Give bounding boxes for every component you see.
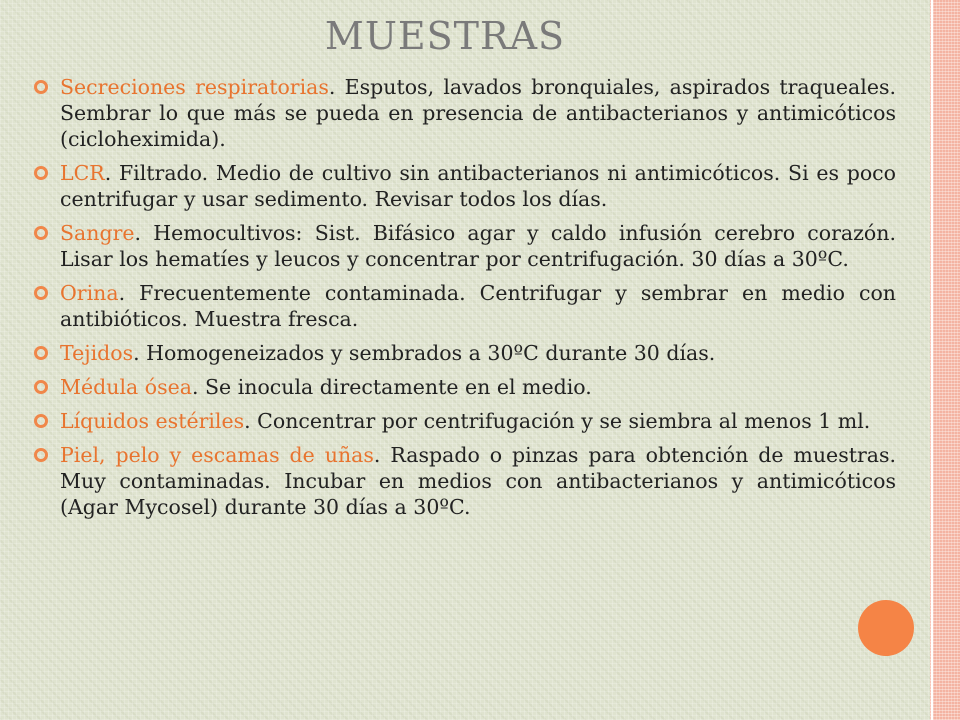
item-text: . Esputos, lavados bronquiales, aspirados traqueales. Sembrar lo que más se pueda en presencia de antibacterianos y antimicóticos (cicloheximida). [60, 75, 897, 151]
ring-bullet-icon [34, 380, 48, 394]
list-item-medula-osea [34, 374, 896, 400]
sample-list [34, 74, 896, 528]
list-item-secreciones [34, 74, 896, 152]
item-term: Secreciones respiratorias [60, 75, 329, 99]
ring-bullet-icon [34, 414, 48, 428]
ring-bullet-icon [34, 226, 48, 240]
list-item-tejidos [34, 340, 896, 366]
slide-title: MUESTRAS [324, 14, 566, 58]
item-term: Sangre [60, 221, 135, 245]
item-text: . Filtrado. Medio de cultivo sin antibacterianos ni antimicóticos. Si es poco centrifugar y usar sedimento. Revisar todos los días. [60, 161, 896, 211]
right-border-line [931, 0, 933, 720]
item-term: Tejidos [60, 341, 134, 365]
item-text: . Homogeneizados y sembrados a 30ºC durante 30 días. [133, 341, 716, 365]
list-item-liquidos-esteriles [34, 408, 896, 434]
list-item-piel-pelo-unas [34, 442, 896, 520]
orange-circle-icon [858, 600, 914, 656]
item-term: Líquidos estériles [60, 409, 245, 433]
list-item-orina [34, 280, 896, 332]
ring-bullet-icon [34, 80, 48, 94]
item-text: . Se inocula directamente en el medio. [191, 375, 592, 399]
item-term: Orina [60, 281, 119, 305]
item-term: LCR [60, 161, 105, 185]
right-decorative-border [930, 0, 960, 720]
item-term: Médula ósea [60, 375, 192, 399]
ring-bullet-icon [34, 346, 48, 360]
ring-bullet-icon [34, 286, 48, 300]
item-text: . Raspado o pinzas para obtención de muestras. Muy contaminadas. Incubar en medios con antibacterianos y antimicóticos (Agar Mycosel) durante 30 días a 30ºC. [60, 443, 897, 519]
ring-bullet-icon [34, 448, 48, 462]
list-item-lcr [34, 160, 896, 212]
item-text: . Hemocultivos: Sist. Bifásico agar y caldo infusión cerebro corazón. Lisar los hematíes y leucos y concentrar por centrifugación. 30 días a 30ºC. [60, 221, 896, 271]
item-term: Piel, pelo y escamas de uñas [60, 443, 374, 467]
list-item-sangre [34, 220, 896, 272]
item-text: . Concentrar por centrifugación y se siembra al menos 1 ml. [244, 409, 871, 433]
ring-bullet-icon [34, 166, 48, 180]
item-text: . Frecuentemente contaminada. Centrifugar y sembrar en medio con antibióticos. Muestra fresca. [60, 281, 896, 331]
